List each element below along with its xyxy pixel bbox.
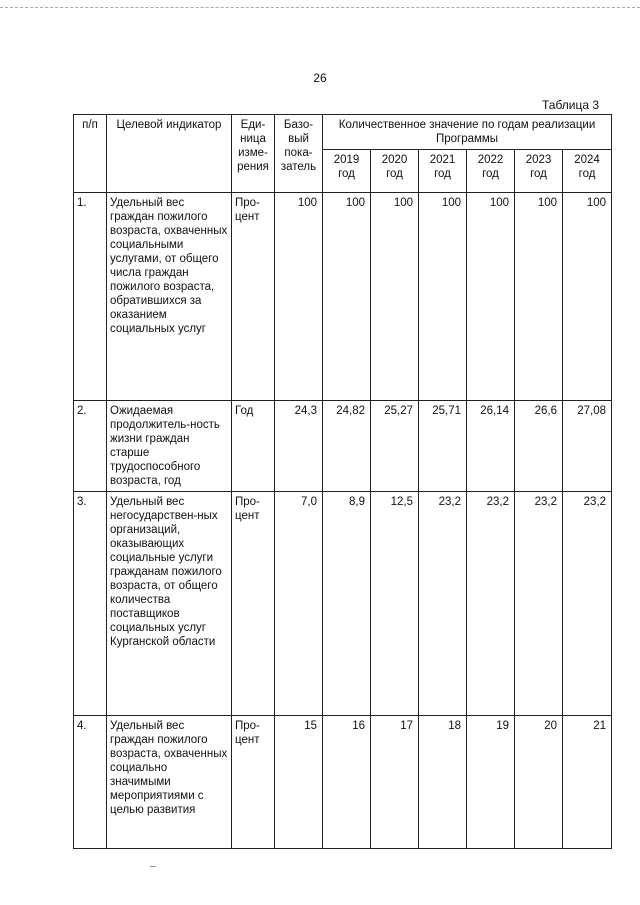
table-row (74, 716, 612, 849)
row-num: 3. (74, 492, 107, 716)
header-num: п/п (74, 115, 107, 193)
row-base: 15 (275, 716, 323, 849)
header-indicator: Целевой индикатор (107, 115, 232, 193)
row-value: 26,6 (515, 401, 563, 492)
header-year: 2019 год (323, 150, 371, 193)
row-base: 24,3 (275, 401, 323, 492)
row-unit: Про-цент (232, 492, 275, 716)
row-base: 7,0 (275, 492, 323, 716)
row-value: 23,2 (515, 492, 563, 716)
header-year: 2021 год (419, 150, 467, 193)
table-caption: Таблица 3 (542, 98, 600, 112)
row-value: 100 (371, 193, 419, 401)
row-value: 25,27 (371, 401, 419, 492)
page-number: 26 (313, 71, 327, 85)
header-year: 2020 год (371, 150, 419, 193)
row-value: 24,82 (323, 401, 371, 492)
header-base: Базо-вый пока-затель (275, 115, 323, 193)
row-num: 1. (74, 193, 107, 401)
table-row (74, 401, 612, 492)
header-year: 2022 год (467, 150, 515, 193)
row-value: 23,2 (467, 492, 515, 716)
header-row-top (74, 115, 612, 150)
row-value: 27,08 (563, 401, 612, 492)
bottom-mark (150, 866, 156, 867)
header-quant: Количественное значение по годам реализации Программы (323, 115, 612, 150)
header-unit: Еди-ница изме-рения (232, 115, 275, 193)
row-value: 8,9 (323, 492, 371, 716)
top-border-line (0, 7, 640, 8)
row-indicator: Удельный вес негосударствен-ных организаций, оказывающих социальные услуги гражданам пожилого возраста, от общего количества поставщиков социальных услуг Курганской области (107, 492, 232, 716)
row-value: 100 (419, 193, 467, 401)
row-value: 21 (563, 716, 612, 849)
header-year: 2023 год (515, 150, 563, 193)
row-unit: Про-цент (232, 716, 275, 849)
row-num: 2. (74, 401, 107, 492)
row-value: 100 (515, 193, 563, 401)
row-unit: Год (232, 401, 275, 492)
row-value: 18 (419, 716, 467, 849)
table-row (74, 193, 612, 401)
row-value: 16 (323, 716, 371, 849)
row-value: 25,71 (419, 401, 467, 492)
row-value: 100 (323, 193, 371, 401)
row-value: 23,2 (563, 492, 612, 716)
row-indicator: Ожидаемая продолжитель-ность жизни граждан старше трудоспособного возраста, год (107, 401, 232, 492)
header-year: 2024 год (563, 150, 612, 193)
row-value: 19 (467, 716, 515, 849)
row-value: 23,2 (419, 492, 467, 716)
row-base: 100 (275, 193, 323, 401)
row-indicator: Удельный вес граждан пожилого возраста, охваченных социальными услугами, от общего числа граждан пожилого возраста, обратившихся за оказанием социальных услуг (107, 193, 232, 401)
row-value: 100 (467, 193, 515, 401)
row-indicator: Удельный вес граждан пожилого возраста, охваченных социально значимыми мероприятиями с целью развития (107, 716, 232, 849)
table-row (74, 492, 612, 716)
row-num: 4. (74, 716, 107, 849)
row-value: 20 (515, 716, 563, 849)
row-unit: Про-цент (232, 193, 275, 401)
row-value: 17 (371, 716, 419, 849)
row-value: 100 (563, 193, 612, 401)
row-value: 12,5 (371, 492, 419, 716)
target-indicators-table (73, 114, 612, 849)
row-value: 26,14 (467, 401, 515, 492)
